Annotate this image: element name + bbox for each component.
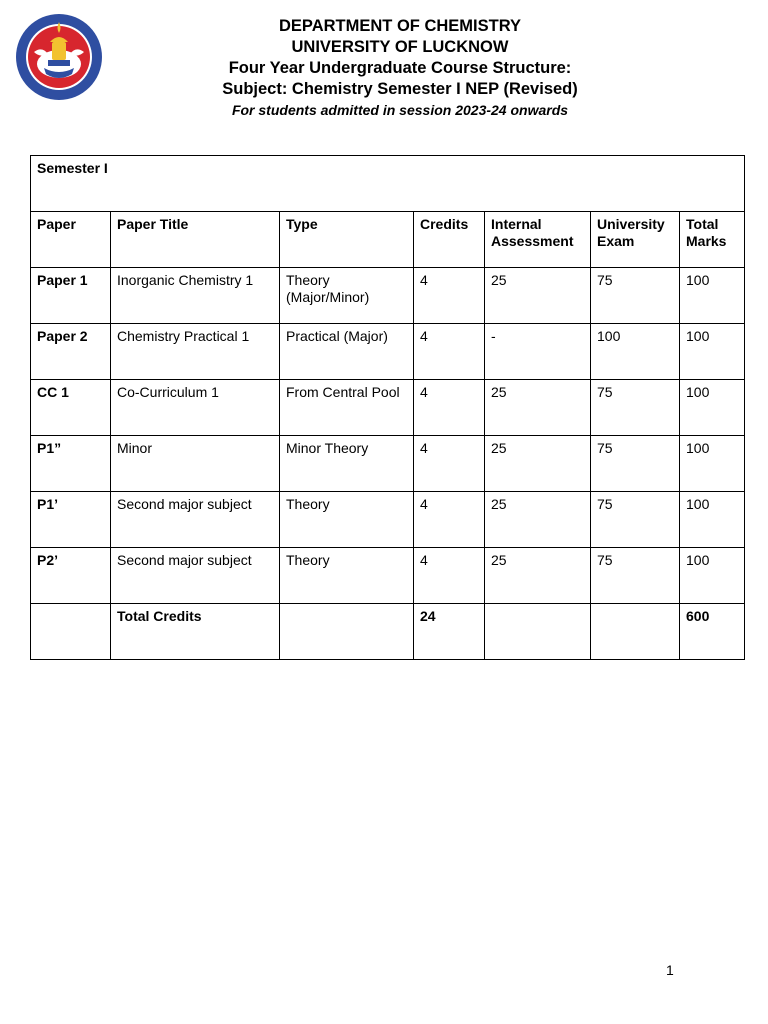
cell-empty [31, 604, 111, 660]
col-header-credits: Credits [414, 212, 485, 268]
col-header-paper: Paper [31, 212, 111, 268]
col-header-total: Total Marks [680, 212, 745, 268]
total-credits-value: 24 [414, 604, 485, 660]
col-header-internal: Internal Assessment [485, 212, 591, 268]
col-header-type: Type [280, 212, 414, 268]
cell-total: 100 [680, 268, 745, 324]
cell-credits: 4 [414, 492, 485, 548]
cell-exam: 75 [591, 380, 680, 436]
course-structure-table [30, 155, 745, 660]
subject-title: Subject: Chemistry Semester I NEP (Revised) [222, 80, 578, 98]
cell-exam: 75 [591, 268, 680, 324]
cell-credits: 4 [414, 380, 485, 436]
department-title: DEPARTMENT OF CHEMISTRY [279, 17, 521, 35]
cell-title: Co-Curriculum 1 [111, 380, 280, 436]
header-row [31, 212, 745, 268]
cell-title: Chemistry Practical 1 [111, 324, 280, 380]
cell-type: Minor Theory [280, 436, 414, 492]
cell-internal: 25 [485, 492, 591, 548]
page-number: 1 [666, 962, 674, 978]
university-title: UNIVERSITY OF LUCKNOW [291, 38, 509, 56]
cell-credits: 4 [414, 548, 485, 604]
course-structure-title: Four Year Undergraduate Course Structure: [228, 59, 572, 77]
cell-paper: CC 1 [31, 380, 111, 436]
cell-exam: 75 [591, 436, 680, 492]
cell-paper: Paper 2 [31, 324, 111, 380]
cell-internal: 25 [485, 548, 591, 604]
university-seal-logo [14, 12, 104, 102]
cell-total: 100 [680, 548, 745, 604]
cell-total: 100 [680, 380, 745, 436]
cell-title: Second major subject [111, 492, 280, 548]
cell-exam: 100 [591, 324, 680, 380]
cell-title: Inorganic Chemistry 1 [111, 268, 280, 324]
cell-type: Theory [280, 548, 414, 604]
cell-internal: 25 [485, 268, 591, 324]
cell-paper: Paper 1 [31, 268, 111, 324]
cell-type: Practical (Major) [280, 324, 414, 380]
cell-exam: 75 [591, 492, 680, 548]
cell-credits: 4 [414, 436, 485, 492]
session-subtitle: For students admitted in session 2023-24 onwards [231, 102, 569, 118]
cell-paper: P1” [31, 436, 111, 492]
semester-row [31, 156, 745, 212]
cell-type: Theory [280, 492, 414, 548]
cell-paper: P1’ [31, 492, 111, 548]
table-row [31, 492, 745, 548]
cell-internal: - [485, 324, 591, 380]
semester-label: Semester I [31, 156, 745, 212]
total-credits-label: Total Credits [111, 604, 280, 660]
cell-type: From Central Pool [280, 380, 414, 436]
cell-empty [591, 604, 680, 660]
table-row [31, 268, 745, 324]
totals-row [31, 604, 745, 660]
col-header-exam: University Exam [591, 212, 680, 268]
cell-total: 100 [680, 436, 745, 492]
table-row [31, 548, 745, 604]
cell-internal: 25 [485, 380, 591, 436]
total-marks-value: 600 [680, 604, 745, 660]
cell-total: 100 [680, 324, 745, 380]
cell-internal: 25 [485, 436, 591, 492]
cell-title: Second major subject [111, 548, 280, 604]
cell-credits: 4 [414, 324, 485, 380]
document-header [170, 16, 630, 119]
cell-total: 100 [680, 492, 745, 548]
table-row [31, 380, 745, 436]
cell-paper: P2’ [31, 548, 111, 604]
cell-exam: 75 [591, 548, 680, 604]
table-row [31, 436, 745, 492]
table-row [31, 324, 745, 380]
cell-empty [280, 604, 414, 660]
cell-title: Minor [111, 436, 280, 492]
cell-type: Theory (Major/Minor) [280, 268, 414, 324]
cell-empty [485, 604, 591, 660]
cell-credits: 4 [414, 268, 485, 324]
col-header-title: Paper Title [111, 212, 280, 268]
